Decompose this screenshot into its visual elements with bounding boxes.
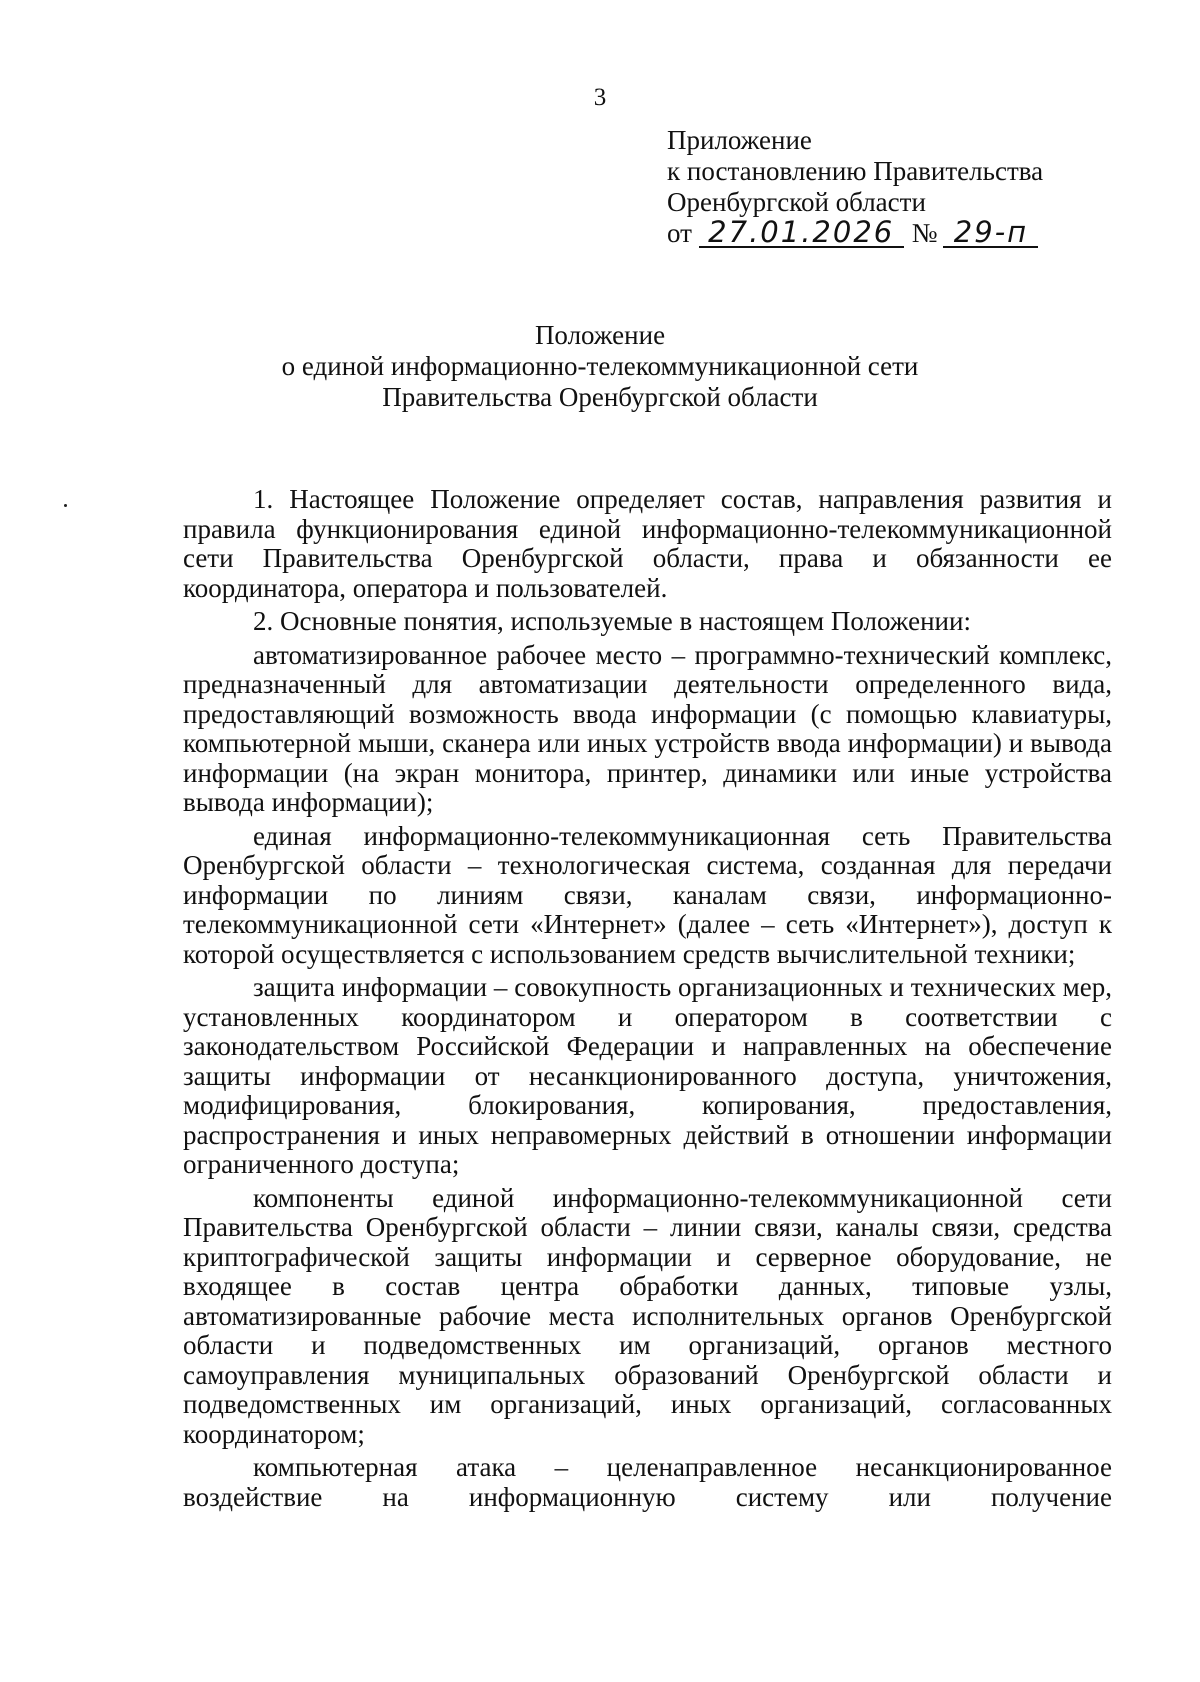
title-line-2: о единой информационно-телекоммуникационной сети: [281, 351, 919, 381]
paragraph: 2. Основные понятия, используемые в настоящем Положении:: [253, 606, 971, 636]
paragraph: автоматизированное рабочее место – программно-технический комплекс, предназначенный для автоматизации деятельности определенного вида, предоставляющий возможность ввода информации (с помощью клавиатуры, компьютерной мыши, сканера или иных устройств ввода информации) и вывода информации (на экран монитора, принтер, динамики или иные устройства вывода информации);: [183, 639, 1112, 817]
appendix-label: Приложение: [667, 125, 812, 155]
handwritten-number: 29-п: [943, 218, 1038, 248]
document-body: [183, 485, 1112, 1516]
title-line-1: Положение: [534, 320, 666, 350]
date-prefix: от: [667, 218, 692, 248]
title-line-3: Правительства Оренбургской области: [382, 382, 818, 412]
paragraph: компьютерная атака – целенаправленное несанкционированное воздействие на информационную систему или получение: [183, 1452, 1112, 1512]
paragraph: защита информации – совокупность организационных и технических мер, установленных координатором и оператором в соответствии с законодательством Российской Федерации и направленных на обеспечение защиты информации от несанкционированного доступа, уничтожения, модифицирования, блокирования, копирования, предоставления, распространения и иных неправомерных действий в отношении информации ограниченного доступа;: [183, 972, 1112, 1179]
handwritten-date: 27.01.2026: [699, 218, 904, 248]
appendix-header: [667, 125, 1043, 249]
appendix-resolution-ref: к постановлению Правительства: [667, 156, 1044, 186]
appendix-date-number-line: [667, 215, 1043, 249]
appendix-region: Оренбургской области: [667, 187, 926, 217]
paragraph: компоненты единой информационно-телекоммуникационной сети Правительства Оренбургской области – линии связи, каналы связи, средства криптографической защиты информации и серверное оборудование, не входящее в состав центра обработки данных, типовые узлы, автоматизированные рабочие места исполнительных органов Оренбургской области и подведомственных им организаций, органов местного самоуправления муниципальных образований Оренбургской области и подведомственных им организаций, иных организаций, согласованных координатором;: [183, 1182, 1112, 1449]
page-number: 3: [593, 84, 607, 111]
paragraph: 1. Настоящее Положение определяет состав, направления развития и правила функционирования единой информационно-телекоммуникационной сети Правительства Оренбургской области, права и обязанности ее координатора, оператора и пользователей.: [183, 484, 1112, 603]
document-title: [0, 320, 1200, 413]
number-sign: №: [911, 218, 938, 248]
paragraph: единая информационно-телекоммуникационная сеть Правительства Оренбургской области – технологическая система, созданная для передачи информации по линиям связи, каналам связи, информационно-телекоммуникационной сети «Интернет» (далее – сеть «Интернет»), доступ к которой осуществляется с использованием средств вычислительной техники;: [183, 820, 1112, 969]
scan-speck: [64, 504, 67, 507]
